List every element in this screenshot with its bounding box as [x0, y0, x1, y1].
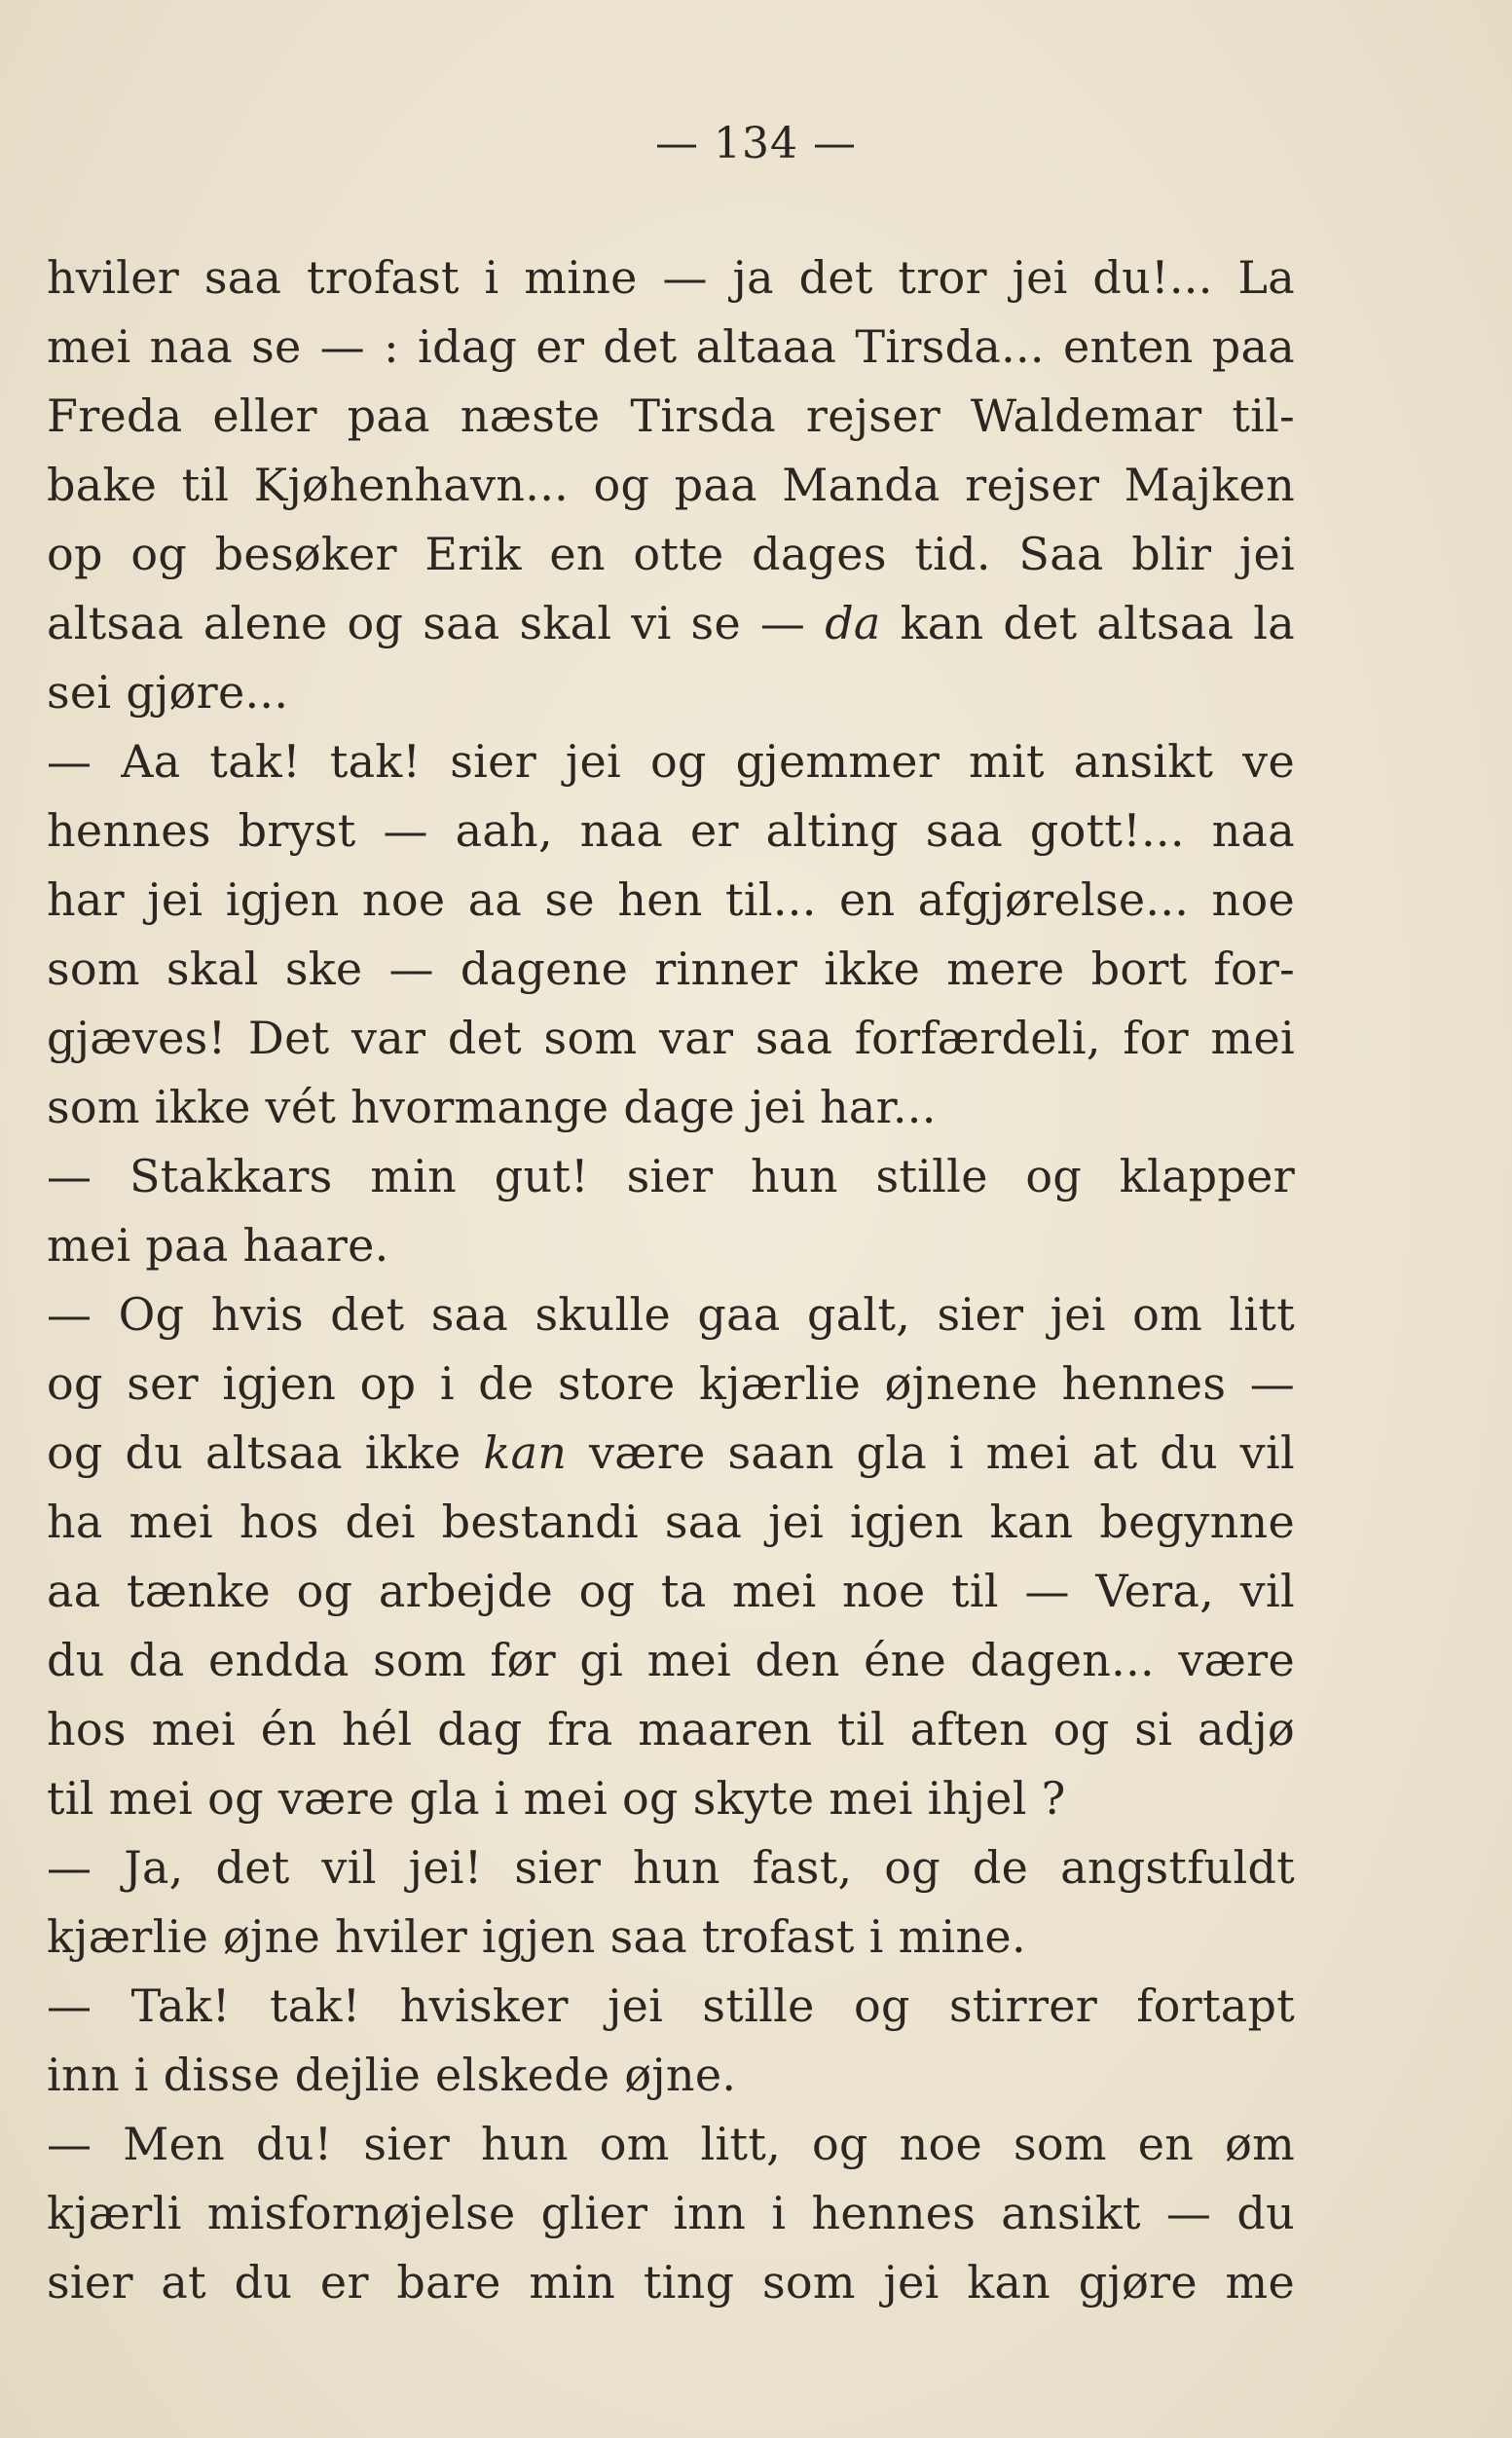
text-line: — Ja, det vil jei! sier hun fast, og de angstfuldt — [47, 1841, 1295, 1894]
body-text — [47, 243, 1295, 2317]
text-line: har jei igjen noe aa se hen til... en afgjørelse... noe — [47, 873, 1295, 926]
text-line: kjærli misfornøjelse glier inn i hennes ansikt — du — [47, 2187, 1295, 2239]
text-line: inn i disse dejlie elskede øjne. — [47, 2049, 737, 2101]
text-line: hennes bryst — aah, naa er alting saa gott!... naa — [47, 804, 1295, 857]
text-line: bake til Kjøhenhavn... og paa Manda rejser Majken — [47, 459, 1295, 511]
text-segment: altsaa alene og saa skal vi se — — [47, 597, 826, 649]
emphasized-word: da — [825, 597, 881, 649]
text-segment: være saan gla i mei at du vil — [567, 1426, 1295, 1479]
text-line: sei gjøre... — [47, 666, 289, 719]
text-line: Freda eller paa næste Tirsda rejser Waldemar til- — [47, 389, 1295, 442]
text-line: ha mei hos dei bestandi saa jei igjen kan begynne — [47, 1496, 1295, 1548]
page-number: — 134 — — [655, 119, 857, 168]
text-line: du da endda som før gi mei den éne dagen... være — [47, 1634, 1295, 1686]
text-line: til mei og være gla i mei og skyte mei ihjel ? — [47, 1772, 1066, 1825]
text-line: — Tak! tak! hvisker jei stille og stirrer fortapt — [47, 1979, 1295, 2032]
text-line: hviler saa trofast i mine — ja det tror jei du!... La — [47, 251, 1295, 304]
text-line: sier at du er bare min ting som jei kan gjøre me — [47, 2256, 1295, 2309]
text-line: — Men du! sier hun om litt, og noe som en øm — [47, 2118, 1295, 2170]
text-line: og ser igjen op i de store kjærlie øjnene hennes — — [47, 1357, 1295, 1410]
text-line: som ikke vét hvormange dage jei har... — [47, 1081, 937, 1133]
text-line — [47, 589, 1295, 658]
text-line: som skal ske — dagene rinner ikke mere bort for- — [47, 942, 1295, 995]
text-line: kjærlie øjne hviler igjen saa trofast i mine. — [47, 1910, 1026, 1963]
text-line: op og besøker Erik en otte dages tid. Saa blir jei — [47, 528, 1295, 580]
text-segment: kan det altsaa la — [880, 597, 1295, 649]
text-line: — Og hvis det saa skulle gaa galt, sier jei om litt — [47, 1288, 1295, 1341]
text-line: hos mei én hél dag fra maaren til aften og si adjø — [47, 1703, 1295, 1755]
text-line: mei paa haare. — [47, 1219, 389, 1272]
text-line: — Aa tak! tak! sier jei og gjemmer mit ansikt ve — [47, 735, 1295, 788]
text-line: aa tænke og arbejde og ta mei noe til — Vera, vil — [47, 1565, 1295, 1617]
emphasized-word: kan — [483, 1426, 568, 1479]
text-line — [47, 1419, 1295, 1488]
text-line: gjæves! Det var det som var saa forfærdeli, for mei — [47, 1012, 1295, 1064]
text-line: — Stakkars min gut! sier hun stille og klapper — [47, 1150, 1295, 1202]
text-segment: og du altsaa ikke — [47, 1426, 484, 1479]
text-line: mei naa se — : idag er det altaaa Tirsda... enten paa — [47, 320, 1295, 373]
